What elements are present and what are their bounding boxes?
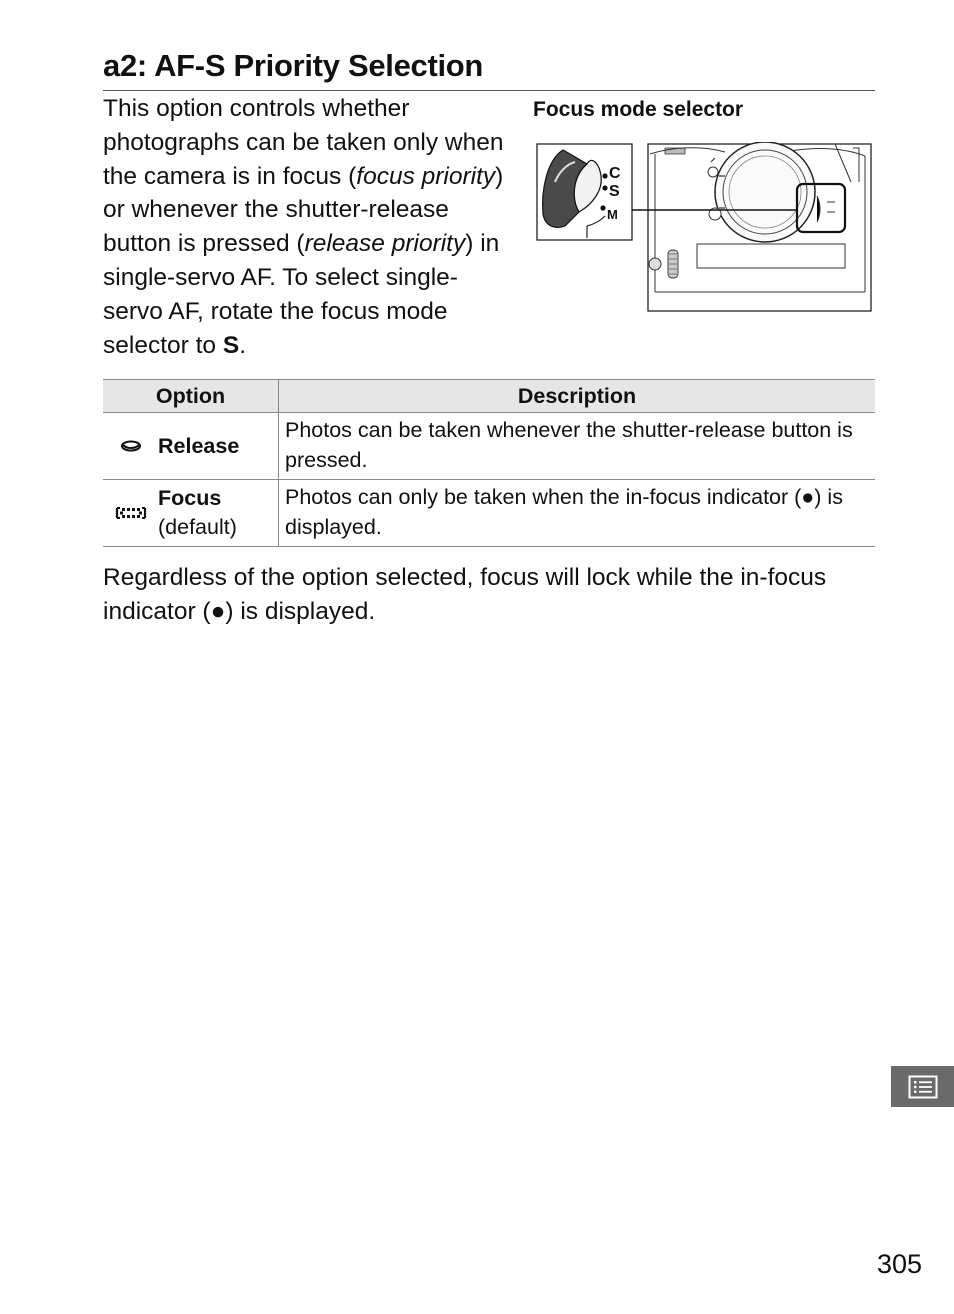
intro-text-2: ) or whenever the shutter-release button is pressed ( — [103, 162, 504, 258]
camera-front-view — [648, 142, 871, 311]
page-title: a2: AF-S Priority Selection — [103, 48, 484, 83]
table-row — [103, 413, 875, 480]
section-tab — [891, 1066, 954, 1107]
mode-label-s: S — [609, 183, 620, 200]
selector-dot-m — [600, 205, 605, 210]
focus-mode-selector-illustration — [535, 142, 875, 314]
option-name: Focus — [158, 486, 222, 510]
illustration-caption: Focus mode selector — [533, 98, 744, 121]
table-header-row — [103, 380, 875, 413]
closing-paragraph: Regardless of the option selected, focus will lock while the in-focus indicator (●) is displayed. — [103, 564, 827, 625]
selector-dot-s — [602, 185, 607, 190]
mode-label-c: C — [609, 165, 621, 182]
intro-text-1: This option controls whether photographs can be taken only when the camera is in focus ( — [103, 95, 504, 190]
title-rule — [103, 90, 875, 91]
selector-dot-c — [602, 173, 607, 178]
options-table — [103, 379, 875, 547]
intro-release-priority: release priority — [304, 230, 466, 258]
intro-text-3: ) in single-servo AF. To select single-servo AF, rotate the focus mode selector to — [103, 230, 500, 359]
header-option: Option — [103, 380, 279, 413]
release-priority-icon — [103, 439, 158, 453]
option-name: Release — [158, 433, 240, 458]
description-cell: Photos can only be taken when the in-focus indicator (●) is displayed. — [279, 480, 876, 547]
option-cell — [103, 413, 279, 480]
table-row — [103, 480, 875, 547]
description-cell: Photos can be taken whenever the shutter-release button is pressed. — [279, 413, 876, 480]
custom-settings-menu-icon — [908, 1075, 938, 1099]
selector-inset — [537, 144, 632, 240]
intro-text-4: . — [239, 331, 246, 359]
option-cell — [103, 480, 279, 547]
option-default-note: (default) — [158, 515, 237, 539]
header-description: Description — [279, 380, 876, 413]
intro-paragraph — [103, 92, 508, 362]
intro-s-mode: S — [222, 331, 240, 359]
intro-focus-priority: focus priority — [356, 162, 496, 190]
focus-priority-icon — [103, 504, 158, 522]
page-number: 305 — [877, 1249, 923, 1279]
mode-label-m: M — [607, 207, 618, 222]
